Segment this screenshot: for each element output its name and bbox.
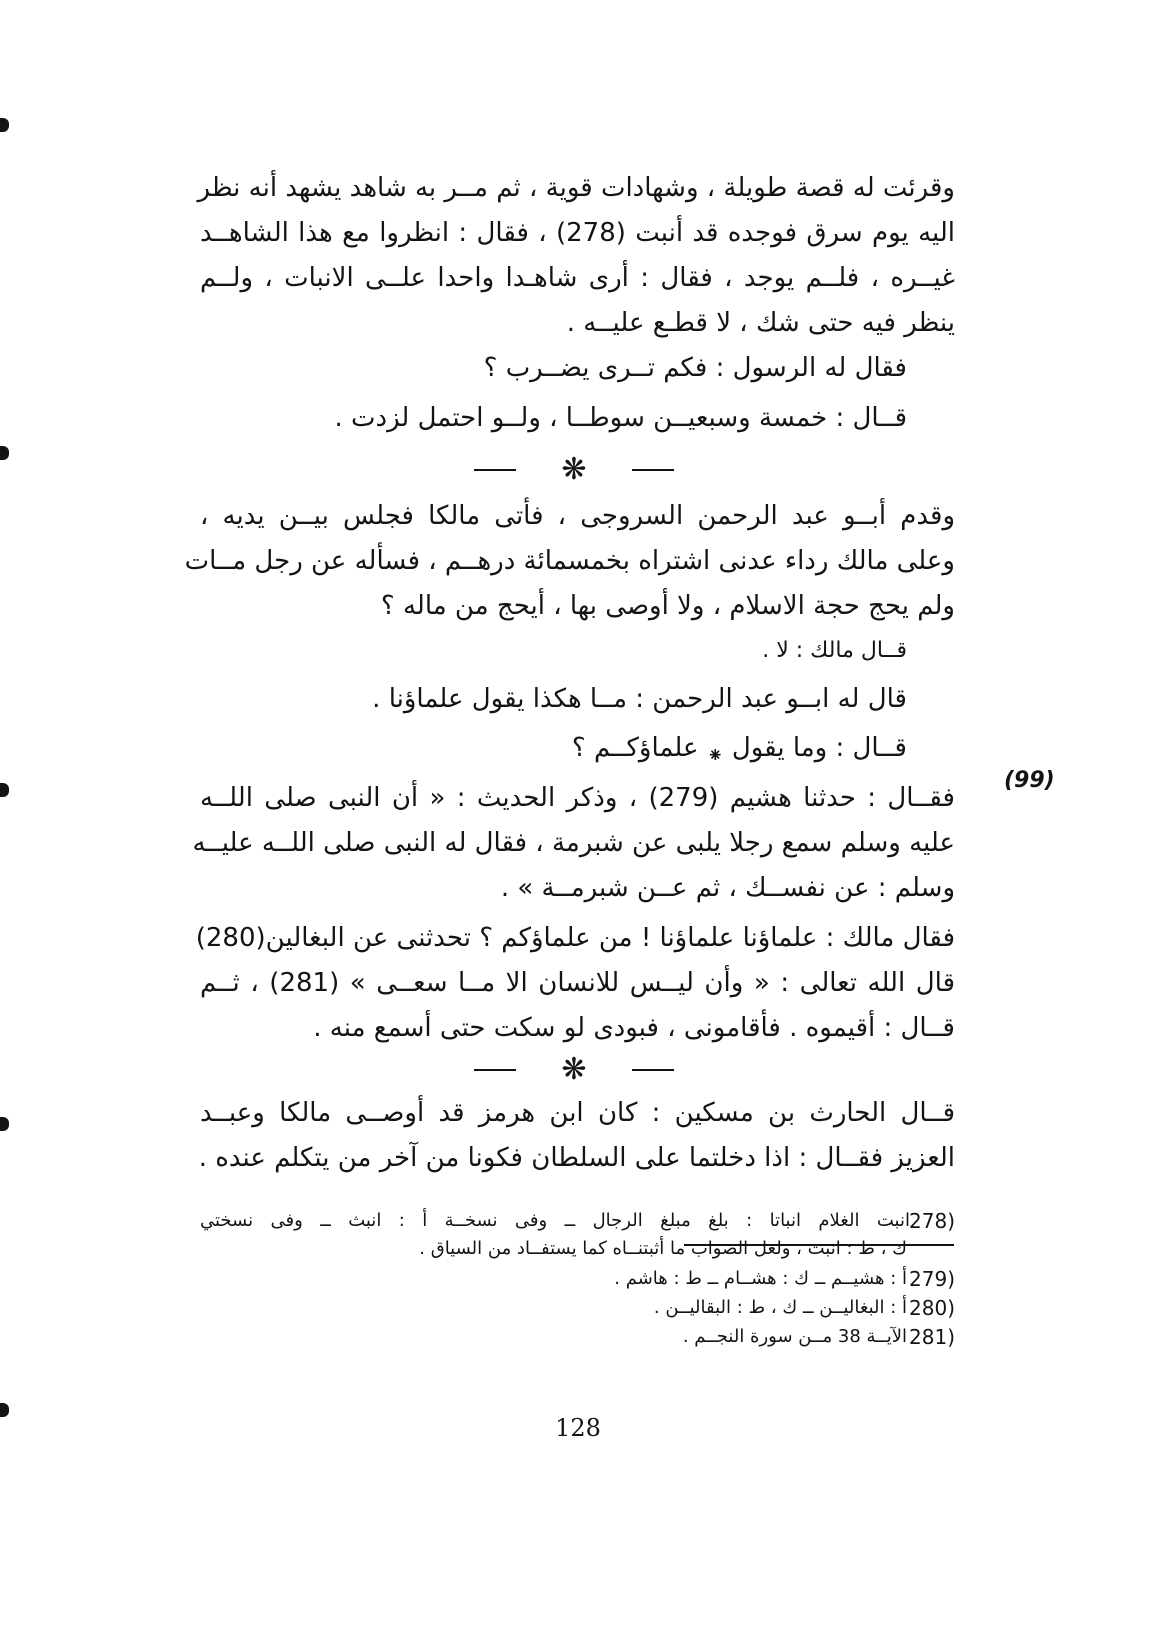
section-divider	[474, 450, 674, 490]
text-line: فقال مالك : علماؤنا علماؤنا ! من علماؤكم ؟ تحدثنى عن البغالين(280)	[195, 923, 955, 953]
text-line: اليه يوم سرق فوجده قد أنبت (278) ، فقال : انظروا مع هذا الشاهــد	[200, 218, 956, 248]
divider-dash	[632, 469, 674, 471]
divider-dash	[632, 1069, 674, 1071]
footnote-text: الآيــة 38 مــن سورة النجــم .	[682, 1326, 907, 1347]
footnote-number: 279)	[909, 1267, 955, 1291]
text-line: عليه وسلم سمع رجلا يلبى عن شبرمة ، فقال له النبى صلى اللــه عليــه	[192, 828, 955, 858]
text-line: وعلى مالك رداء عدنى اشتراه بخمسمائة درهــم ، فسأله عن رجل مــات	[184, 546, 955, 576]
text-line: قــال : خمسة وسبعيــن سوطــا ، ولــو احتمل لزدت .	[334, 403, 907, 433]
text-line: قــال مالك : لا .	[762, 638, 907, 663]
divider-dash	[474, 469, 516, 471]
footnote-number: 278)	[909, 1209, 955, 1233]
text-line: قــال : أقيموه . فأقامونى ، فبودى لو سكت حتى أسمع منه .	[313, 1013, 955, 1043]
footnote-text: أ : هشيــم ــ ك : هشــام ــ ط : هاشم .	[614, 1268, 907, 1289]
footnote-text: ك ، ط : انبت ، ولعل الصواب ما أثبتنــاه كما يستفــاد من السياق .	[419, 1238, 907, 1259]
text-line: وقدم أبــو عبد الرحمن السروجى ، فأتى مالكا فجلس بيــن يديه ،	[200, 501, 955, 531]
section-divider	[474, 1050, 674, 1090]
text-line: قــال الحارث بن مسكين : كان ابن هرمز قد أوصــى مالكا وعبــد	[200, 1098, 955, 1128]
text-line: غيــره ، فلــم يوجد ، فقال : أرى شاهـدا واحدا علــى الانبات ، ولــم	[200, 263, 955, 293]
footnote-text: أ : البغاليــن ــ ك ، ط : البقاليــن .	[653, 1297, 907, 1318]
text-segment: قــال : وما يقول	[731, 733, 907, 763]
footnote-text: انبت الغلام انباتا : بلغ مبلغ الرجال ــ وفى نسخــة أ : انبث ــ وفى نسختي	[200, 1210, 910, 1231]
asterism-icon: ❋	[561, 452, 587, 487]
text-line: ولم يحج حجة الاسلام ، ولا أوصى بها ، أيحج من ماله ؟	[380, 591, 955, 621]
text-line: وقرئت له قصة طويلة ، وشهادات قوية ، ثم مــر به شاهد يشهد أنه نظر	[197, 173, 955, 203]
page-number: 128	[555, 1414, 601, 1442]
text-line: ينظر فيه حتى شك ، لا قطـع عليــه .	[566, 308, 955, 338]
footnote-number: 280)	[909, 1296, 955, 1320]
text-line: قال له ابــو عبد الرحمن : مــا هكذا يقول علماؤنا .	[372, 684, 907, 714]
footnote-number: 281)	[909, 1325, 955, 1349]
text-line: فقال له الرسول : فكم تــرى يضــرب ؟	[483, 353, 907, 383]
scan-edge-mark	[0, 1117, 9, 1131]
text-line-with-mark	[572, 728, 907, 768]
scan-edge-mark	[0, 1403, 9, 1417]
text-line: وسلم : عن نفســك ، ثم عــن شبرمــة » .	[500, 873, 955, 903]
scan-edge-mark	[0, 118, 9, 132]
asterism-icon: ❋	[561, 1052, 587, 1087]
scan-edge-mark	[0, 783, 9, 797]
scan-edge-mark	[0, 446, 9, 460]
asterisk-icon: ⁕	[706, 743, 724, 767]
text-segment: علماؤكــم ؟	[571, 733, 699, 763]
text-line: قال الله تعالى : « وأن ليــس للانسان الا مــا سعــى » (281) ، ثــم	[200, 968, 955, 998]
text-line: فقــال : حدثنا هشيم (279) ، وذكر الحديث : « أن النبى صلى اللــه	[200, 783, 955, 813]
margin-note: (99)	[1004, 768, 1055, 793]
divider-dash	[474, 1069, 516, 1071]
text-line: العزيز فقــال : اذا دخلتما على السلطان فكونا من آخر من يتكلم عنده .	[198, 1143, 955, 1173]
